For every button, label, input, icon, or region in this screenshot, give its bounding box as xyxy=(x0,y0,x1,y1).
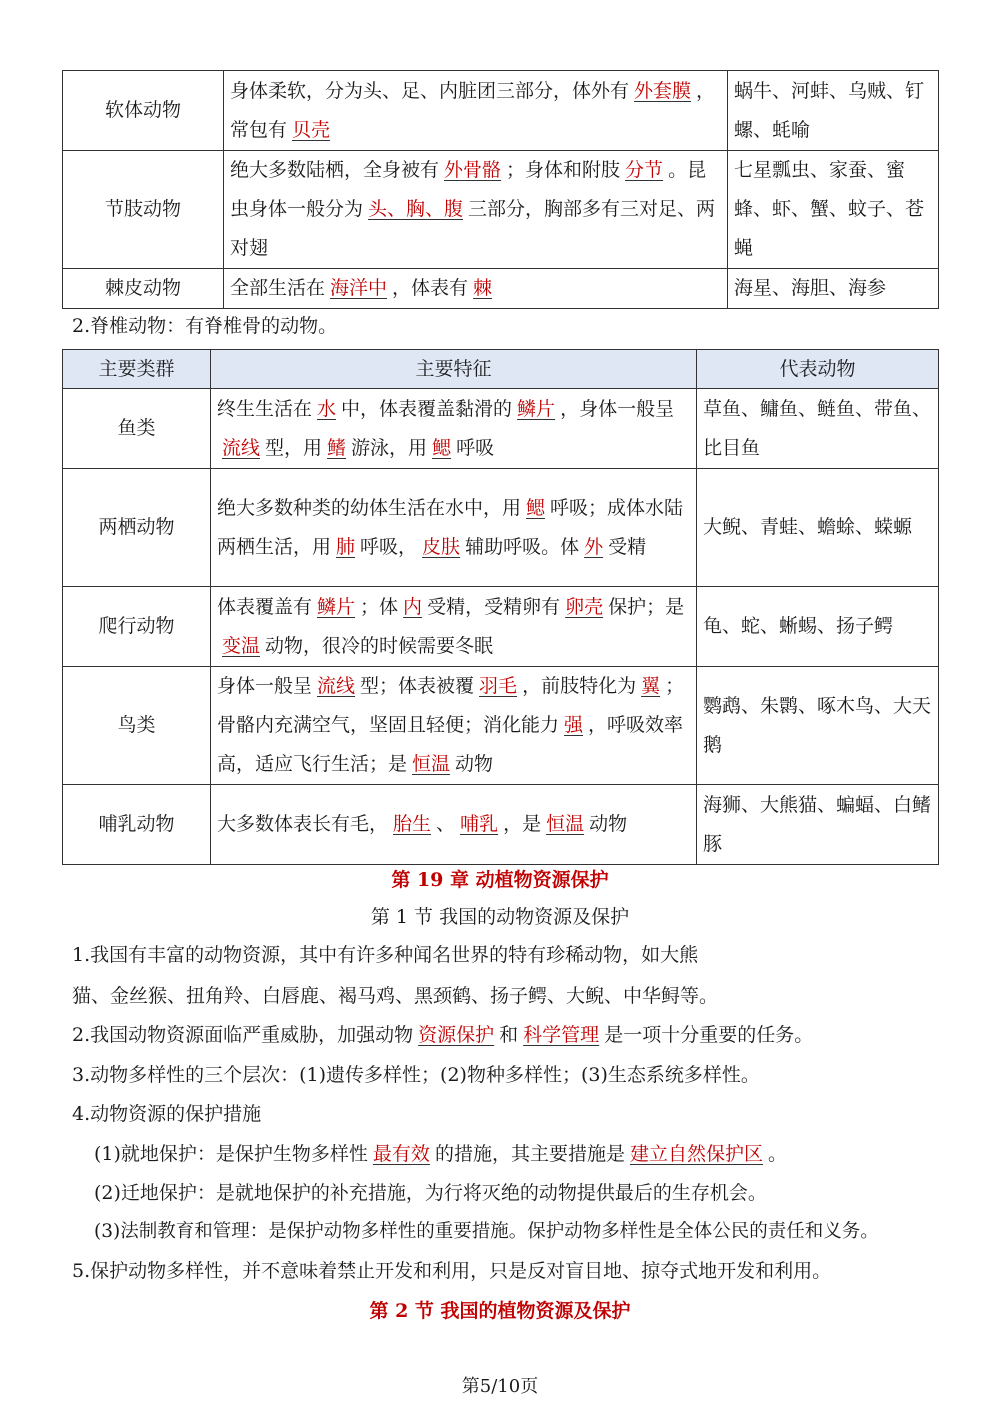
group-name: 哺乳动物 xyxy=(63,785,211,865)
paragraph-4a: (1)就地保护：是保护生物多样性 最有效 的措施，其主要措施是 建立自然保护区 。 xyxy=(94,1143,787,1165)
example-cell: 草鱼、鳙鱼、鲢鱼、带鱼、比目鱼 xyxy=(697,389,939,469)
feature-cell: 绝大多数种类的幼体生活在水中，用 鳃 呼吸；成体水陆两栖生活，用 肺 呼吸， 皮肤 辅助呼吸。体 外 受精 xyxy=(211,469,697,587)
group-name: 棘皮动物 xyxy=(63,269,224,309)
feature-cell: 身体一般呈 流线 型；体表被覆 羽毛 ，前肢特化为 翼 ；骨骼内充满空气，坚固且轻便；消化能力 强 ，呼吸效率高，适应飞行生活；是 恒温 动物 xyxy=(211,667,697,785)
table-row xyxy=(63,587,939,667)
table-row xyxy=(63,71,939,151)
feature-cell: 身体柔软，分为头、足、内脏团三部分，体外有 外套膜 ，常包有 贝壳 xyxy=(224,71,728,151)
table-row xyxy=(63,389,939,469)
table-row xyxy=(63,785,939,865)
section-title: 第 1 节 我国的动物资源及保护 xyxy=(370,906,630,928)
feature-cell: 体表覆盖有 鳞片 ；体 内 受精，受精卵有 卵壳 保护；是变温 动物，很冷的时候需要冬眠 xyxy=(211,587,697,667)
example-cell: 龟、蛇、蜥蜴、扬子鳄 xyxy=(697,587,939,667)
example-cell: 海狮、大熊猫、蝙蝠、白鳍豚 xyxy=(697,785,939,865)
paragraph-1b: 猫、金丝猴、扭角羚、白唇鹿、褐马鸡、黑颈鹤、扬子鳄、大鲵、中华鲟等。 xyxy=(72,985,719,1007)
paragraph-1a: 1.我国有丰富的动物资源，其中有许多种闻名世界的特有珍稀动物，如大熊 xyxy=(72,944,699,966)
example-cell: 蜗牛、河蚌、乌贼、钉螺、蚝喻 xyxy=(728,71,939,151)
group-name: 爬行动物 xyxy=(63,587,211,667)
table-row xyxy=(63,151,939,269)
vertebrate-intro: 2.脊椎动物：有脊椎骨的动物。 xyxy=(72,315,338,337)
paragraph-5: 5.保护动物多样性，并不意味着禁止开发和利用，只是反对盲目地、掠夺式地开发和利用。 xyxy=(72,1260,832,1282)
group-name: 节肢动物 xyxy=(63,151,224,269)
feature-cell: 全部生活在 海洋中 ，体表有 棘 xyxy=(224,269,728,309)
example-cell: 七星瓢虫、家蚕、蜜蜂、虾、蟹、蚊子、苍蝇 xyxy=(728,151,939,269)
paragraph-4b: (2)迁地保护：是就地保护的补充措施，为行将灭绝的动物提供最后的生存机会。 xyxy=(94,1182,767,1204)
example-cell: 大鲵、青蛙、蟾蜍、蝾螈 xyxy=(697,469,939,587)
group-name: 鸟类 xyxy=(63,667,211,785)
vertebrate-table xyxy=(62,349,939,865)
section-2-title: 第 2 节 我国的植物资源及保护 xyxy=(369,1300,631,1322)
paragraph-4: 4.动物资源的保护措施 xyxy=(72,1103,262,1125)
paragraph-4c: (3)法制教育和管理：是保护动物多样性的重要措施。保护动物多样性是全体公民的责任和义务。 xyxy=(94,1221,879,1242)
chapter-title: 第 19 章 动植物资源保护 xyxy=(391,869,609,891)
header-feature: 主要特征 xyxy=(211,350,697,389)
header-example: 代表动物 xyxy=(697,350,939,389)
invertebrate-table xyxy=(62,70,939,309)
feature-cell: 大多数体表长有毛， 胎生 、 哺乳 ，是 恒温 动物 xyxy=(211,785,697,865)
group-name: 软体动物 xyxy=(63,71,224,151)
table-row xyxy=(63,269,939,309)
group-name: 两栖动物 xyxy=(63,469,211,587)
feature-cell: 终生生活在 水 中，体表覆盖黏滑的 鳞片 ，身体一般呈流线 型，用 鳍 游泳，用 鳃 呼吸 xyxy=(211,389,697,469)
table-header-row xyxy=(63,350,939,389)
paragraph-3: 3.动物多样性的三个层次：(1)遗传多样性；(2)物种多样性；(3)生态系统多样性。 xyxy=(72,1064,760,1086)
table-row xyxy=(63,469,939,587)
example-cell: 海星、海胆、海参 xyxy=(728,269,939,309)
group-name: 鱼类 xyxy=(63,389,211,469)
table-row xyxy=(63,667,939,785)
feature-cell: 绝大多数陆栖，全身被有 外骨骼 ；身体和附肢 分节 。昆虫身体一般分为 头、胸、腹 三部分，胸部多有三对足、两对翅 xyxy=(224,151,728,269)
page-number: 第5/10页 xyxy=(461,1376,539,1397)
example-cell: 鹦鹉、朱鹮、啄木鸟、大天鹅 xyxy=(697,667,939,785)
header-group: 主要类群 xyxy=(63,350,211,389)
paragraph-2: 2.我国动物资源面临严重威胁，加强动物 资源保护 和 科学管理 是一项十分重要的任务。 xyxy=(72,1024,814,1046)
